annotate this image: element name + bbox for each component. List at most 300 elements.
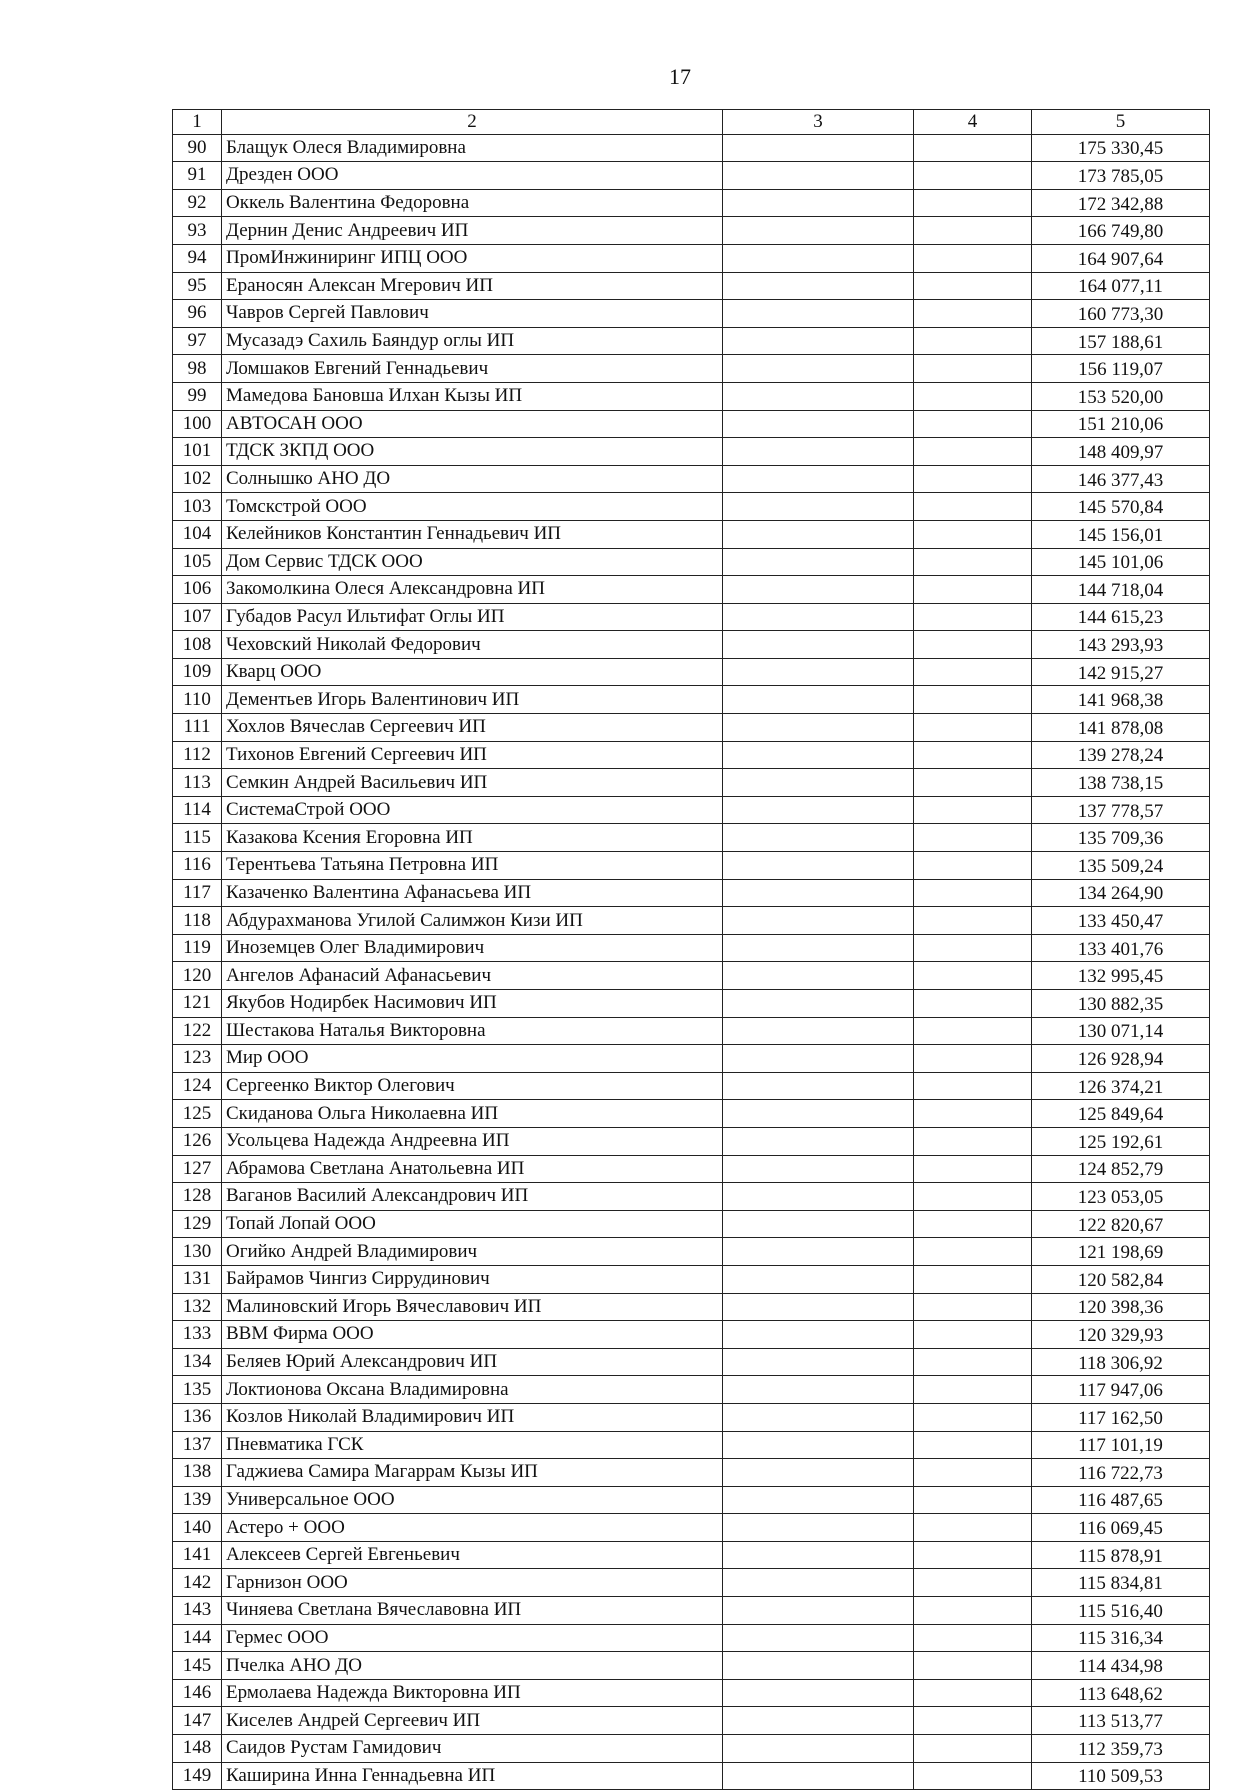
row-amount: 112 359,73 bbox=[1032, 1735, 1210, 1763]
row-col-3 bbox=[723, 686, 914, 714]
row-amount: 123 053,05 bbox=[1032, 1183, 1210, 1211]
row-col-3 bbox=[723, 934, 914, 962]
table-row bbox=[173, 327, 1210, 355]
row-name: Ераносян Алексан Мгерович ИП bbox=[222, 272, 723, 300]
row-name: Байрамов Чингиз Сиррудинович bbox=[222, 1265, 723, 1293]
row-name: Ермолаева Надежда Викторовна ИП bbox=[222, 1679, 723, 1707]
row-number: 113 bbox=[173, 769, 222, 797]
table-row bbox=[173, 990, 1210, 1018]
row-col-4 bbox=[914, 493, 1032, 521]
row-col-3 bbox=[723, 1679, 914, 1707]
table-row bbox=[173, 272, 1210, 300]
row-name: Усольцева Надежда Андреевна ИП bbox=[222, 1127, 723, 1155]
table-row bbox=[173, 1348, 1210, 1376]
row-name: Киселев Андрей Сергеевич ИП bbox=[222, 1707, 723, 1735]
row-name: Солнышко АНО ДО bbox=[222, 465, 723, 493]
row-amount: 117 162,50 bbox=[1032, 1403, 1210, 1431]
row-col-3 bbox=[723, 1652, 914, 1680]
row-name: Мусазадэ Сахиль Баяндур оглы ИП bbox=[222, 327, 723, 355]
row-name: Дом Сервис ТДСК ООО bbox=[222, 548, 723, 576]
row-col-4 bbox=[914, 327, 1032, 355]
table-row bbox=[173, 465, 1210, 493]
table-row bbox=[173, 1762, 1210, 1790]
row-col-4 bbox=[914, 1624, 1032, 1652]
row-col-4 bbox=[914, 1652, 1032, 1680]
row-col-3 bbox=[723, 1431, 914, 1459]
row-amount: 133 450,47 bbox=[1032, 907, 1210, 935]
row-name: Козлов Николай Владимирович ИП bbox=[222, 1403, 723, 1431]
row-col-3 bbox=[723, 382, 914, 410]
table-body bbox=[173, 134, 1210, 1790]
row-col-3 bbox=[723, 1321, 914, 1349]
row-col-4 bbox=[914, 962, 1032, 990]
table-row bbox=[173, 686, 1210, 714]
row-name: Блащук Олеся Владимировна bbox=[222, 134, 723, 162]
row-col-3 bbox=[723, 1210, 914, 1238]
row-col-3 bbox=[723, 1348, 914, 1376]
row-amount: 126 374,21 bbox=[1032, 1072, 1210, 1100]
row-col-3 bbox=[723, 410, 914, 438]
row-name: Закомолкина Олеся Александровна ИП bbox=[222, 576, 723, 604]
table-row bbox=[173, 907, 1210, 935]
row-amount: 138 738,15 bbox=[1032, 769, 1210, 797]
row-col-3 bbox=[723, 189, 914, 217]
row-name: Огийко Андрей Владимирович bbox=[222, 1238, 723, 1266]
row-name: Томскстрой ООО bbox=[222, 493, 723, 521]
row-name: Саидов Рустам Гамидович bbox=[222, 1735, 723, 1763]
table-row bbox=[173, 1403, 1210, 1431]
row-col-4 bbox=[914, 1238, 1032, 1266]
row-amount: 114 434,98 bbox=[1032, 1652, 1210, 1680]
row-col-3 bbox=[723, 990, 914, 1018]
row-col-4 bbox=[914, 686, 1032, 714]
row-name: Дернин Денис Андреевич ИП bbox=[222, 217, 723, 245]
row-amount: 130 882,35 bbox=[1032, 990, 1210, 1018]
row-col-3 bbox=[723, 1403, 914, 1431]
row-col-4 bbox=[914, 1155, 1032, 1183]
row-amount: 166 749,80 bbox=[1032, 217, 1210, 245]
row-amount: 146 377,43 bbox=[1032, 465, 1210, 493]
row-name: Локтионова Оксана Владимировна bbox=[222, 1376, 723, 1404]
row-col-4 bbox=[914, 410, 1032, 438]
row-number: 98 bbox=[173, 355, 222, 383]
row-amount: 116 069,45 bbox=[1032, 1514, 1210, 1542]
row-col-3 bbox=[723, 714, 914, 742]
header-col-4: 4 bbox=[914, 110, 1032, 135]
row-col-3 bbox=[723, 1376, 914, 1404]
row-col-4 bbox=[914, 1100, 1032, 1128]
row-name: Топай Лопай ООО bbox=[222, 1210, 723, 1238]
row-col-3 bbox=[723, 631, 914, 659]
row-amount: 115 316,34 bbox=[1032, 1624, 1210, 1652]
row-amount: 151 210,06 bbox=[1032, 410, 1210, 438]
row-number: 127 bbox=[173, 1155, 222, 1183]
row-name: АВТОСАН ООО bbox=[222, 410, 723, 438]
row-name: Астеро + ООО bbox=[222, 1514, 723, 1542]
table-row bbox=[173, 603, 1210, 631]
row-name: Пчелка АНО ДО bbox=[222, 1652, 723, 1680]
row-col-3 bbox=[723, 272, 914, 300]
row-col-3 bbox=[723, 1707, 914, 1735]
row-col-4 bbox=[914, 548, 1032, 576]
row-name: Казакова Ксения Егоровна ИП bbox=[222, 824, 723, 852]
row-number: 97 bbox=[173, 327, 222, 355]
row-number: 102 bbox=[173, 465, 222, 493]
table-row bbox=[173, 1265, 1210, 1293]
row-amount: 117 101,19 bbox=[1032, 1431, 1210, 1459]
table-row bbox=[173, 1238, 1210, 1266]
row-col-4 bbox=[914, 1514, 1032, 1542]
row-col-4 bbox=[914, 1679, 1032, 1707]
row-amount: 115 516,40 bbox=[1032, 1597, 1210, 1625]
row-amount: 135 709,36 bbox=[1032, 824, 1210, 852]
row-col-4 bbox=[914, 1045, 1032, 1073]
table-row bbox=[173, 1652, 1210, 1680]
table-row bbox=[173, 355, 1210, 383]
table-row bbox=[173, 410, 1210, 438]
row-col-4 bbox=[914, 1293, 1032, 1321]
row-col-3 bbox=[723, 1045, 914, 1073]
row-amount: 157 188,61 bbox=[1032, 327, 1210, 355]
table-row bbox=[173, 741, 1210, 769]
row-col-3 bbox=[723, 741, 914, 769]
row-col-4 bbox=[914, 631, 1032, 659]
row-number: 143 bbox=[173, 1597, 222, 1625]
row-col-3 bbox=[723, 520, 914, 548]
table-row bbox=[173, 1321, 1210, 1349]
table-row bbox=[173, 548, 1210, 576]
row-amount: 145 570,84 bbox=[1032, 493, 1210, 521]
row-name: ТДСК ЗКПД ООО bbox=[222, 438, 723, 466]
row-col-3 bbox=[723, 1238, 914, 1266]
row-number: 114 bbox=[173, 796, 222, 824]
row-amount: 135 509,24 bbox=[1032, 852, 1210, 880]
row-number: 92 bbox=[173, 189, 222, 217]
row-col-4 bbox=[914, 1321, 1032, 1349]
row-name: Хохлов Вячеслав Сергеевич ИП bbox=[222, 714, 723, 742]
row-col-3 bbox=[723, 1597, 914, 1625]
row-number: 104 bbox=[173, 520, 222, 548]
row-col-4 bbox=[914, 1486, 1032, 1514]
table-row bbox=[173, 1155, 1210, 1183]
row-col-4 bbox=[914, 1735, 1032, 1763]
row-amount: 142 915,27 bbox=[1032, 658, 1210, 686]
row-col-3 bbox=[723, 1127, 914, 1155]
row-amount: 125 849,64 bbox=[1032, 1100, 1210, 1128]
table-row bbox=[173, 1597, 1210, 1625]
row-number: 119 bbox=[173, 934, 222, 962]
row-col-4 bbox=[914, 879, 1032, 907]
row-col-3 bbox=[723, 658, 914, 686]
row-amount: 133 401,76 bbox=[1032, 934, 1210, 962]
row-number: 109 bbox=[173, 658, 222, 686]
table-row bbox=[173, 631, 1210, 659]
page-number: 17 bbox=[669, 64, 691, 89]
row-number: 106 bbox=[173, 576, 222, 604]
row-name: Семкин Андрей Васильевич ИП bbox=[222, 769, 723, 797]
row-number: 133 bbox=[173, 1321, 222, 1349]
row-col-4 bbox=[914, 272, 1032, 300]
table-row bbox=[173, 382, 1210, 410]
row-amount: 126 928,94 bbox=[1032, 1045, 1210, 1073]
table-row bbox=[173, 852, 1210, 880]
row-amount: 144 615,23 bbox=[1032, 603, 1210, 631]
row-amount: 153 520,00 bbox=[1032, 382, 1210, 410]
table-row bbox=[173, 217, 1210, 245]
row-col-4 bbox=[914, 1183, 1032, 1211]
row-name: Чеховский Николай Федорович bbox=[222, 631, 723, 659]
row-col-3 bbox=[723, 162, 914, 190]
row-amount: 148 409,97 bbox=[1032, 438, 1210, 466]
header-col-2: 2 bbox=[222, 110, 723, 135]
row-col-4 bbox=[914, 1376, 1032, 1404]
row-col-4 bbox=[914, 1127, 1032, 1155]
row-number: 141 bbox=[173, 1541, 222, 1569]
row-name: Ломшаков Евгений Геннадьевич bbox=[222, 355, 723, 383]
table-row bbox=[173, 1183, 1210, 1211]
header-col-3: 3 bbox=[723, 110, 914, 135]
row-amount: 116 487,65 bbox=[1032, 1486, 1210, 1514]
row-number: 93 bbox=[173, 217, 222, 245]
row-col-3 bbox=[723, 134, 914, 162]
row-col-3 bbox=[723, 1100, 914, 1128]
row-col-4 bbox=[914, 852, 1032, 880]
row-number: 117 bbox=[173, 879, 222, 907]
row-col-4 bbox=[914, 465, 1032, 493]
row-name: Ваганов Василий Александрович ИП bbox=[222, 1183, 723, 1211]
row-name: Келейников Константин Геннадьевич ИП bbox=[222, 520, 723, 548]
row-number: 137 bbox=[173, 1431, 222, 1459]
table-row bbox=[173, 1514, 1210, 1542]
row-name: Кварц ООО bbox=[222, 658, 723, 686]
row-col-4 bbox=[914, 1265, 1032, 1293]
row-number: 138 bbox=[173, 1459, 222, 1487]
row-col-4 bbox=[914, 1541, 1032, 1569]
row-number: 90 bbox=[173, 134, 222, 162]
row-amount: 145 156,01 bbox=[1032, 520, 1210, 548]
row-name: Чавров Сергей Павлович bbox=[222, 300, 723, 328]
row-col-4 bbox=[914, 1431, 1032, 1459]
row-number: 115 bbox=[173, 824, 222, 852]
row-col-3 bbox=[723, 1072, 914, 1100]
row-name: Мамедова Бановша Илхан Кызы ИП bbox=[222, 382, 723, 410]
row-col-3 bbox=[723, 300, 914, 328]
table-row bbox=[173, 1679, 1210, 1707]
row-col-4 bbox=[914, 824, 1032, 852]
row-number: 120 bbox=[173, 962, 222, 990]
row-amount: 175 330,45 bbox=[1032, 134, 1210, 162]
row-number: 107 bbox=[173, 603, 222, 631]
table-row bbox=[173, 1624, 1210, 1652]
row-number: 123 bbox=[173, 1045, 222, 1073]
row-name: Гарнизон ООО bbox=[222, 1569, 723, 1597]
table-row bbox=[173, 493, 1210, 521]
row-col-3 bbox=[723, 1569, 914, 1597]
table-row bbox=[173, 1735, 1210, 1763]
row-name: Алексеев Сергей Евгеньевич bbox=[222, 1541, 723, 1569]
row-number: 110 bbox=[173, 686, 222, 714]
table-row bbox=[173, 962, 1210, 990]
row-amount: 172 342,88 bbox=[1032, 189, 1210, 217]
row-number: 142 bbox=[173, 1569, 222, 1597]
row-name: Губадов Расул Ильтифат Оглы ИП bbox=[222, 603, 723, 631]
row-col-3 bbox=[723, 1265, 914, 1293]
row-amount: 113 513,77 bbox=[1032, 1707, 1210, 1735]
row-col-3 bbox=[723, 1155, 914, 1183]
row-name: Мир ООО bbox=[222, 1045, 723, 1073]
row-amount: 141 878,08 bbox=[1032, 714, 1210, 742]
row-amount: 122 820,67 bbox=[1032, 1210, 1210, 1238]
row-col-3 bbox=[723, 907, 914, 935]
row-col-3 bbox=[723, 493, 914, 521]
row-number: 96 bbox=[173, 300, 222, 328]
table-row bbox=[173, 1127, 1210, 1155]
row-col-4 bbox=[914, 741, 1032, 769]
row-number: 100 bbox=[173, 410, 222, 438]
row-col-3 bbox=[723, 1017, 914, 1045]
row-col-4 bbox=[914, 603, 1032, 631]
row-name: ВВМ Фирма ООО bbox=[222, 1321, 723, 1349]
row-col-3 bbox=[723, 355, 914, 383]
row-name: Дементьев Игорь Валентинович ИП bbox=[222, 686, 723, 714]
row-col-4 bbox=[914, 1403, 1032, 1431]
row-name: Пневматика ГСК bbox=[222, 1431, 723, 1459]
row-number: 147 bbox=[173, 1707, 222, 1735]
row-amount: 110 509,53 bbox=[1032, 1762, 1210, 1790]
row-number: 108 bbox=[173, 631, 222, 659]
table-row bbox=[173, 1707, 1210, 1735]
row-amount: 130 071,14 bbox=[1032, 1017, 1210, 1045]
row-name: Ангелов Афанасий Афанасьевич bbox=[222, 962, 723, 990]
row-col-4 bbox=[914, 1459, 1032, 1487]
row-amount: 156 119,07 bbox=[1032, 355, 1210, 383]
row-number: 131 bbox=[173, 1265, 222, 1293]
table-row bbox=[173, 1486, 1210, 1514]
row-col-4 bbox=[914, 300, 1032, 328]
row-name: Якубов Нодирбек Насимович ИП bbox=[222, 990, 723, 1018]
row-amount: 132 995,45 bbox=[1032, 962, 1210, 990]
row-number: 99 bbox=[173, 382, 222, 410]
row-number: 91 bbox=[173, 162, 222, 190]
table-row bbox=[173, 714, 1210, 742]
row-number: 149 bbox=[173, 1762, 222, 1790]
table-row bbox=[173, 1017, 1210, 1045]
table-row bbox=[173, 134, 1210, 162]
row-number: 145 bbox=[173, 1652, 222, 1680]
row-col-3 bbox=[723, 244, 914, 272]
row-number: 101 bbox=[173, 438, 222, 466]
table-row bbox=[173, 520, 1210, 548]
row-col-4 bbox=[914, 355, 1032, 383]
row-col-3 bbox=[723, 1514, 914, 1542]
row-name: Абдурахманова Угилой Салимжон Кизи ИП bbox=[222, 907, 723, 935]
row-amount: 125 192,61 bbox=[1032, 1127, 1210, 1155]
row-col-3 bbox=[723, 769, 914, 797]
row-col-4 bbox=[914, 1762, 1032, 1790]
row-col-4 bbox=[914, 1072, 1032, 1100]
row-number: 144 bbox=[173, 1624, 222, 1652]
row-col-4 bbox=[914, 907, 1032, 935]
row-col-3 bbox=[723, 1183, 914, 1211]
row-col-4 bbox=[914, 1210, 1032, 1238]
row-number: 125 bbox=[173, 1100, 222, 1128]
table-row bbox=[173, 1431, 1210, 1459]
table-row bbox=[173, 438, 1210, 466]
row-name: Скиданова Ольга Николаевна ИП bbox=[222, 1100, 723, 1128]
table-row bbox=[173, 162, 1210, 190]
header-col-5: 5 bbox=[1032, 110, 1210, 135]
row-col-4 bbox=[914, 1569, 1032, 1597]
row-name: Малиновский Игорь Вячеславович ИП bbox=[222, 1293, 723, 1321]
row-name: Казаченко Валентина Афанасьева ИП bbox=[222, 879, 723, 907]
row-number: 140 bbox=[173, 1514, 222, 1542]
row-number: 132 bbox=[173, 1293, 222, 1321]
row-number: 111 bbox=[173, 714, 222, 742]
row-name: Тихонов Евгений Сергеевич ИП bbox=[222, 741, 723, 769]
header-col-1: 1 bbox=[173, 110, 222, 135]
table-row bbox=[173, 1376, 1210, 1404]
table-row bbox=[173, 879, 1210, 907]
row-amount: 139 278,24 bbox=[1032, 741, 1210, 769]
table-row bbox=[173, 824, 1210, 852]
row-amount: 117 947,06 bbox=[1032, 1376, 1210, 1404]
row-number: 118 bbox=[173, 907, 222, 935]
row-col-4 bbox=[914, 134, 1032, 162]
row-col-4 bbox=[914, 796, 1032, 824]
row-number: 105 bbox=[173, 548, 222, 576]
row-number: 95 bbox=[173, 272, 222, 300]
row-col-3 bbox=[723, 1293, 914, 1321]
row-col-4 bbox=[914, 1707, 1032, 1735]
row-col-4 bbox=[914, 189, 1032, 217]
table-row bbox=[173, 576, 1210, 604]
row-col-3 bbox=[723, 217, 914, 245]
row-col-3 bbox=[723, 1459, 914, 1487]
row-col-4 bbox=[914, 520, 1032, 548]
row-name: Оккель Валентина Федоровна bbox=[222, 189, 723, 217]
row-number: 135 bbox=[173, 1376, 222, 1404]
row-col-4 bbox=[914, 1017, 1032, 1045]
row-amount: 134 264,90 bbox=[1032, 879, 1210, 907]
table-row bbox=[173, 1072, 1210, 1100]
row-col-4 bbox=[914, 714, 1032, 742]
row-col-4 bbox=[914, 990, 1032, 1018]
row-number: 116 bbox=[173, 852, 222, 880]
row-col-3 bbox=[723, 852, 914, 880]
row-amount: 137 778,57 bbox=[1032, 796, 1210, 824]
row-name: Универсальное ООО bbox=[222, 1486, 723, 1514]
table-row bbox=[173, 1210, 1210, 1238]
row-number: 136 bbox=[173, 1403, 222, 1431]
row-amount: 116 722,73 bbox=[1032, 1459, 1210, 1487]
row-col-4 bbox=[914, 658, 1032, 686]
row-col-3 bbox=[723, 438, 914, 466]
row-amount: 141 968,38 bbox=[1032, 686, 1210, 714]
row-col-3 bbox=[723, 548, 914, 576]
row-name: Иноземцев Олег Владимирович bbox=[222, 934, 723, 962]
row-col-4 bbox=[914, 382, 1032, 410]
row-col-4 bbox=[914, 438, 1032, 466]
row-name: Беляев Юрий Александрович ИП bbox=[222, 1348, 723, 1376]
row-name: СистемаСтрой ООО bbox=[222, 796, 723, 824]
row-col-3 bbox=[723, 465, 914, 493]
row-number: 146 bbox=[173, 1679, 222, 1707]
row-name: Гермес ООО bbox=[222, 1624, 723, 1652]
data-table bbox=[172, 109, 1210, 1790]
row-amount: 143 293,93 bbox=[1032, 631, 1210, 659]
table-row bbox=[173, 244, 1210, 272]
row-number: 130 bbox=[173, 1238, 222, 1266]
